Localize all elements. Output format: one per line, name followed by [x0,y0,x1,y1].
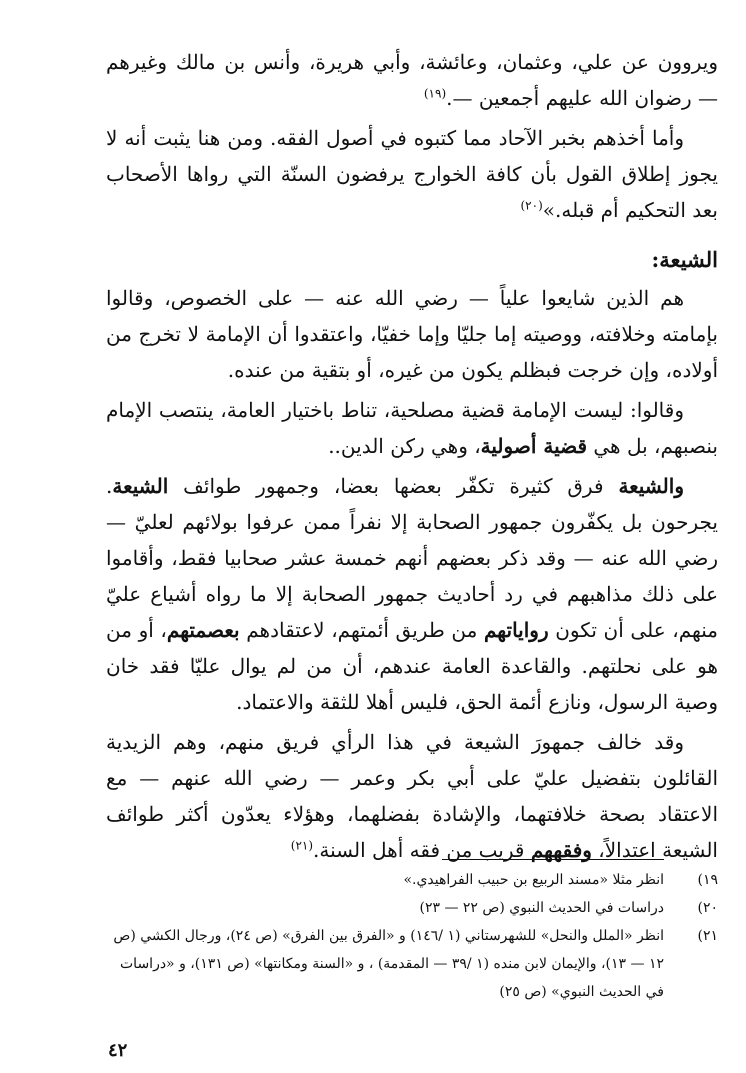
footnote-item [106,922,718,1006]
paragraph-sects-text-d: من طريق أئمتهم، لاعتقادهم [239,618,484,642]
footnote-text: دراسات في الحديث النبوي (ص ٢٢ — ٢٣) [419,900,664,916]
paragraph-zaydiyya-text-a: وقد خالف جمهورَ الشيعة في هذا الرأي فريق منهم، وهم الزيدية القائلون بتفضيل عليّ على أبي بكر وعمر — رضي الله عنهم — مع الاعتقاد بصحة خلافتهما، والإشادة بفضلهما، وهؤلاء يعدّون أكثر طوائف الشيعة اعتدالاً، [106,730,718,862]
footnote-text: انظر «الملل والنحل» للشهرستاني (١ /١٤٦) و «الفرق بين الفرق» (ص ٢٤)، ورجال الكشي (ص ١٢ — ١٣)، والإيمان لابن منده (١ /٣٩ — المقدمة) ، و «السنة ومكانتها» (ص ١٣١)، و «دراسات في الحديث النبوي» (ص ٢٥) [113,928,664,1000]
paragraph-khawarij [106,120,718,228]
paragraph-sects-text-a: فرق كثيرة تكفّر بعضها بعضا، وجمهور طوائف [168,474,619,498]
paragraph-sects [106,468,718,720]
paragraph-imamate-text-c: ، وهي ركن الدين.. [328,434,481,458]
paragraph-imamate-text-a: وقالوا: ليست الإمامة قضية مصلحية، تناط باختيار العامة، ينتصب الإمام بنصبهم، بل هي [106,398,718,458]
footnote-item [106,866,718,894]
footnote-number: ٢٠) [697,900,718,916]
paragraph-imamate-bold: قضية أصولية [480,434,588,458]
paragraph-zaydiyya-text-c: قريب من فقه أهل السنة. [313,838,531,862]
paragraph-sects-bold-1: والشيعة [618,474,684,498]
paragraph-khawarij-text: وأما أخذهم بخبر الآحاد مما كتبوه في أصول الفقه. ومن هنا يثبت أنه لا يجوز إطلاق القول بأن كافة الخوارج يرفضون السنّة التي رواها الأصحاب بعد التحكيم أم قبله.» [106,126,718,222]
paragraph-sects-text-e: ، أو من هو على نحلتهم. والقاعدة العامة عندهم، أن من لم يوال عليّا فقد خان وصية الرسول، ونازع أئمة الحق، فليس أهلا للثقة والاعتماد. [106,618,718,714]
paragraph-intro-text: ويروون عن علي، وعثمان، وعائشة، وأبي هريرة، وأنس بن مالك وغيرهم — رضوان الله عليهم أجمعين —. [106,50,719,110]
footnote-separator [442,859,664,860]
footnote-number: ١٩) [697,872,718,888]
paragraph-sects-bold-4: بعصمتهم [166,618,240,642]
paragraph-sects-bold-3: رواياتهم [483,618,549,642]
section-heading-shia: الشيعة: [651,247,718,272]
footnote-ref-20: (٢٠) [520,198,543,213]
page-number: ٤٢ [108,1040,128,1061]
paragraph-sects-bold-2: الشيعة [112,474,169,498]
footnotes [106,866,718,1006]
paragraph-imamate [106,392,718,464]
paragraph-shia-definition: هم الذين شايعوا علياً — رضي الله عنه — على الخصوص، وقالوا بإمامته وخلافته، ووصيته إما جليّا وإما خفيّا، واعتقدوا أن الإمامة لا تخرج من أولاده، وإن خرجت فبظلم يكون من غيره، أو بتقية من عنده. [106,286,718,382]
paragraph-zaydiyya [106,724,718,868]
footnote-text: انظر مثلا «مسند الربيع بن حبيب الفراهيدي.» [403,872,664,888]
main-text [106,44,718,872]
paragraph-intro [106,44,718,116]
footnote-number: ٢١) [697,928,718,944]
footnote-item [106,894,718,922]
footnote-ref-19: (١٩) [423,86,447,101]
paragraph-zaydiyya-bold: وفقههم [530,838,592,862]
footnote-ref-21: (٢١) [290,838,314,853]
paragraph-sects-text-c: . يجرحون بل يكفّرون جمهور الصحابة إلا نفراً ممن عرفوا بولائهم لعليّ — رضي الله عنه — وقد ذكر بعضهم أنهم خمسة عشر صحابيا فقط، وأقاموا على ذلك مذاهبهم في رد أحاديث جمهور الصحابة إلا ما رواه أشياع عليّ منهم، على أن تكون [106,474,718,642]
